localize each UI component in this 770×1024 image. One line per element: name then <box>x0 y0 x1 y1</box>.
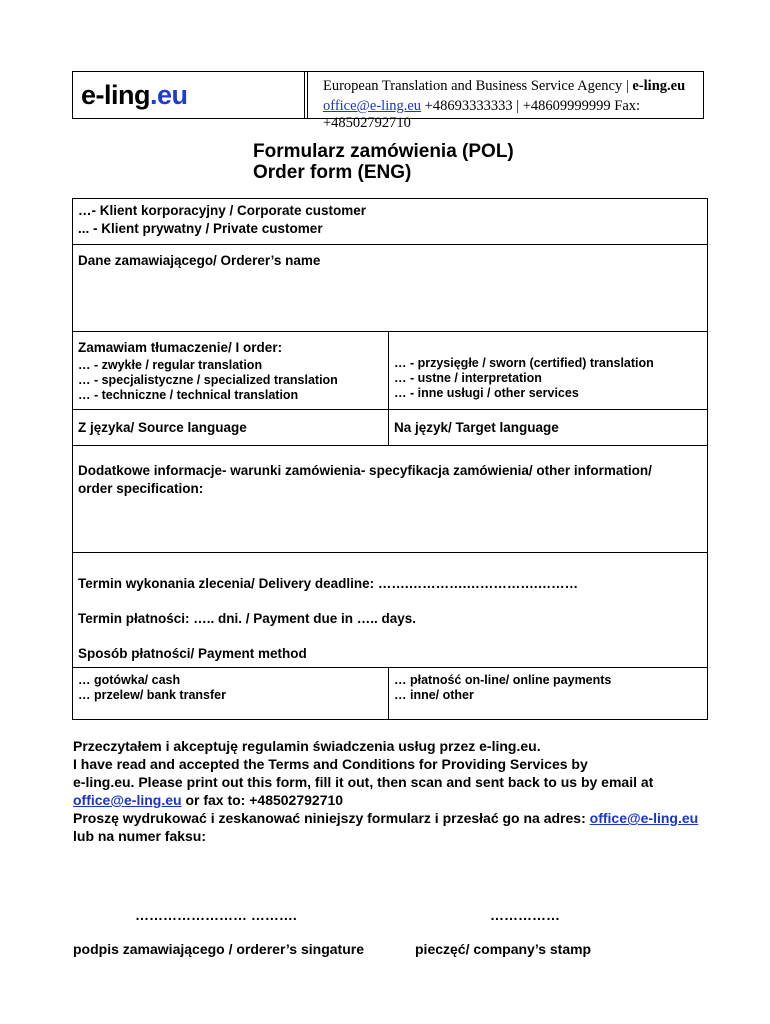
order-form-table <box>72 198 708 720</box>
form-title-en: Order form (ENG) <box>253 162 412 183</box>
technical-translation-option[interactable]: … - techniczne / technical translation <box>78 388 299 402</box>
row-divider <box>73 667 707 668</box>
interpretation-option[interactable]: … - ustne / interpretation <box>394 371 542 385</box>
row-divider <box>73 244 707 245</box>
header-box <box>72 71 704 131</box>
header-divider <box>304 72 308 118</box>
specialized-translation-option[interactable]: … - specjalistyczne / specialized translation <box>78 373 338 387</box>
company-stamp-label: pieczęć/ company’s stamp <box>415 941 592 957</box>
column-divider <box>388 667 389 720</box>
orderer-signature-label: podpis zamawiającego / orderer’s singature <box>73 941 364 957</box>
regular-translation-option[interactable]: … - zwykłe / regular translation <box>78 358 263 372</box>
online-payment-option[interactable]: … płatność on-line/ online payments <box>394 673 612 687</box>
office-email-link[interactable]: office@e-ling.eu <box>73 792 182 808</box>
agency-brand: e-ling.eu <box>632 78 686 94</box>
additional-info-label-line1: Dodatkowe informacje- warunki zamówienia- specyfikacja zamówienia/ other information/ <box>78 463 652 478</box>
terms-line-1: Przeczytałem i akceptuję regulamin świadczenia usług przez e-ling.eu. <box>73 738 541 754</box>
payment-due-field[interactable]: Termin płatności: ….. dni. / Payment due in ….. days. <box>78 611 417 626</box>
row-divider <box>73 331 707 332</box>
translation-order-label: Zamawiam tłumaczenie/ I order: <box>78 340 283 355</box>
corporate-customer-option[interactable]: …- Klient korporacyjny / Corporate customer <box>78 203 367 218</box>
terms-line-5: Proszę wydrukować i zeskanować niniejszy formularz i przesłać go na adres: office@e-ling.eu <box>73 810 699 826</box>
sworn-translation-option[interactable]: … - przysięgłe / sworn (certified) translation <box>394 356 654 370</box>
terms-line-4: office@e-ling.eu or fax to: +48502792710 <box>73 792 344 808</box>
payment-method-label: Sposób płatności/ Payment method <box>78 646 307 661</box>
contact-email-link[interactable]: office@e-ling.eu <box>323 98 422 114</box>
contact-phones: +48693333333 | +48609999999 Fax: +48502792710 <box>323 98 641 131</box>
contact-line <box>323 98 703 132</box>
company-stamp-line[interactable]: …………… <box>490 907 560 923</box>
terms-line-3: e-ling.eu. Please print out this form, fill it out, then scan and sent back to us by email at <box>73 774 654 790</box>
row-divider <box>73 552 707 553</box>
other-payment-option[interactable]: … inne/ other <box>394 688 474 702</box>
office-email-link-2[interactable]: office@e-ling.eu <box>589 810 699 826</box>
row-divider <box>73 409 707 410</box>
bank-transfer-option[interactable]: … przelew/ bank transfer <box>78 688 226 702</box>
source-language-label: Z języka/ Source language <box>78 420 247 435</box>
cash-option[interactable]: … gotówka/ cash <box>78 673 181 687</box>
other-services-option[interactable]: … - inne usługi / other services <box>394 386 579 400</box>
additional-info-label-line2: order specification: <box>78 481 204 496</box>
terms-line-2: I have read and accepted the Terms and Conditions for Providing Services by <box>73 756 588 772</box>
target-language-label: Na język/ Target language <box>394 420 559 435</box>
private-customer-option[interactable]: ... - Klient prywatny / Private customer <box>78 221 323 236</box>
column-divider <box>388 331 389 445</box>
row-divider <box>73 445 707 446</box>
form-title-pl: Formularz zamówienia (POL) <box>253 141 514 162</box>
orderer-name-label: Dane zamawiającego/ Orderer’s name <box>78 253 321 268</box>
terms-line-6: lub na numer faksu: <box>73 828 207 844</box>
logo: e-ling.eu <box>81 80 188 110</box>
agency-line: European Translation and Business Service Agency | e-ling.eu <box>323 78 686 94</box>
delivery-deadline-field[interactable]: Termin wykonania zlecenia/ Delivery deadline: …….………….…………….……… <box>78 576 579 591</box>
orderer-signature-line[interactable]: …………………… ………. <box>135 907 297 923</box>
